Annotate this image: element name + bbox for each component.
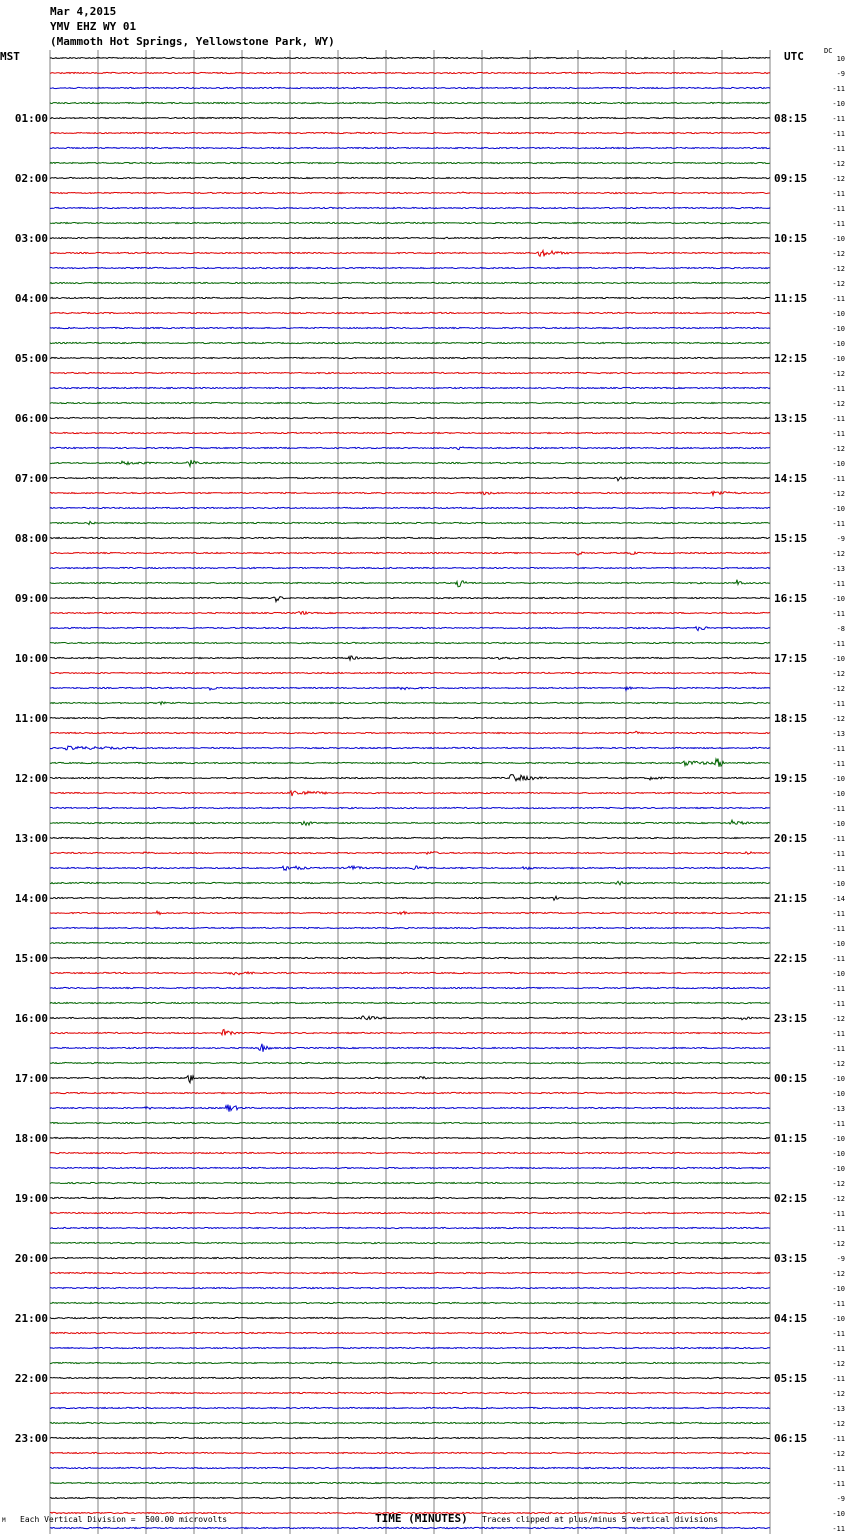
trace-row-98 xyxy=(50,1527,770,1528)
trace-row-74 xyxy=(50,1167,770,1168)
trace-row-79 xyxy=(50,1242,770,1243)
utc-hour-label: 10:15 xyxy=(774,232,808,245)
trace-row-32 xyxy=(50,537,770,538)
trace-row-65 xyxy=(50,1030,770,1036)
dc-offset-value: -10 xyxy=(832,595,845,603)
dc-offset-value: -11 xyxy=(832,130,845,138)
trace-row-50 xyxy=(50,807,770,808)
footer-mark: M xyxy=(2,1517,6,1524)
trace-row-16 xyxy=(50,297,770,298)
dc-offset-value: -10 xyxy=(832,1315,845,1323)
dc-offset-value: -10 xyxy=(832,1135,845,1143)
mst-hour-label: 22:00 xyxy=(14,1372,48,1385)
dc-offset-value: -10 xyxy=(832,235,845,243)
left-timezone-label: MST xyxy=(0,50,20,63)
trace-row-28 xyxy=(50,477,770,481)
dc-offset-value: -12 xyxy=(832,1180,845,1188)
dc-offset-value: -11 xyxy=(832,1120,845,1128)
trace-row-71 xyxy=(50,1122,770,1123)
dc-offset-value: -10 xyxy=(832,355,845,363)
trace-row-36 xyxy=(50,597,770,602)
dc-offset-value: -11 xyxy=(832,205,845,213)
utc-hour-label: 01:15 xyxy=(774,1132,808,1145)
trace-row-45 xyxy=(50,731,770,733)
dc-offset-value: -12 xyxy=(832,1195,845,1203)
utc-hour-label: 15:15 xyxy=(774,532,808,545)
utc-hour-label: 04:15 xyxy=(774,1312,808,1325)
trace-row-47 xyxy=(50,759,770,767)
trace-row-31 xyxy=(50,521,770,524)
mst-hour-label: 21:00 xyxy=(14,1312,48,1325)
trace-row-91 xyxy=(50,1422,770,1423)
dc-offset-value: -11 xyxy=(832,415,845,423)
trace-row-94 xyxy=(50,1467,770,1468)
trace-row-20 xyxy=(50,357,770,358)
dc-offset-value: -10 xyxy=(832,820,845,828)
dc-offset-value: -8 xyxy=(836,625,845,633)
dc-offset-value: -10 xyxy=(832,460,845,468)
trace-row-70 xyxy=(50,1105,770,1112)
dc-offset-value: -11 xyxy=(832,190,845,198)
utc-hour-label: 12:15 xyxy=(774,352,808,365)
trace-row-82 xyxy=(50,1287,770,1288)
utc-hour-label: 13:15 xyxy=(774,412,808,425)
dc-offset-value: -11 xyxy=(832,760,845,768)
dc-offset-value: -11 xyxy=(832,910,845,918)
trace-row-39 xyxy=(50,642,770,643)
dc-offset-value: -12 xyxy=(832,160,845,168)
station-code: YMV EHZ WY 01 xyxy=(50,20,137,33)
dc-offset-value: -10 xyxy=(832,340,845,348)
trace-row-59 xyxy=(50,942,770,943)
dc-offset-value: -12 xyxy=(832,1060,845,1068)
trace-row-89 xyxy=(50,1392,770,1393)
utc-hour-label: 05:15 xyxy=(774,1372,808,1385)
dc-offset-value: -11 xyxy=(832,805,845,813)
dc-offset-value: -12 xyxy=(832,1450,845,1458)
trace-row-30 xyxy=(50,507,770,508)
dc-offset-value: -10 xyxy=(832,1075,845,1083)
dc-offset-value: 10 xyxy=(836,55,845,63)
dc-offset-value: -11 xyxy=(832,925,845,933)
utc-hour-labels xyxy=(774,112,807,1445)
dc-offset-value: -11 xyxy=(832,1525,845,1533)
mst-hour-label: 14:00 xyxy=(14,892,48,905)
utc-hour-label: 16:15 xyxy=(774,592,808,605)
trace-row-23 xyxy=(50,402,770,403)
dc-offset-value: -13 xyxy=(832,1405,845,1413)
plot-date: Mar 4,2015 xyxy=(50,5,117,18)
trace-row-75 xyxy=(50,1182,770,1183)
utc-hour-label: 11:15 xyxy=(774,292,808,305)
dc-offset-value: -10 xyxy=(832,1285,845,1293)
dc-offset-value: -11 xyxy=(832,85,845,93)
mst-hour-label: 03:00 xyxy=(14,232,48,245)
dc-offset-value: -10 xyxy=(832,775,845,783)
dc-offset-value: -11 xyxy=(832,955,845,963)
utc-hour-label: 19:15 xyxy=(774,772,808,785)
dc-offset-value: -9 xyxy=(836,1495,845,1503)
dc-offset-value: -12 xyxy=(832,175,845,183)
dc-offset-value: -12 xyxy=(832,1240,845,1248)
dc-offset-value: -11 xyxy=(832,850,845,858)
mst-hour-label: 10:00 xyxy=(14,652,48,665)
trace-row-29 xyxy=(50,491,770,495)
utc-hour-label: 03:15 xyxy=(774,1252,808,1265)
right-timezone-label: UTC xyxy=(784,50,804,63)
dc-offset-value: -14 xyxy=(832,895,845,903)
dc-offset-value: -10 xyxy=(832,970,845,978)
trace-row-42 xyxy=(50,687,770,690)
trace-row-43 xyxy=(50,702,770,705)
dc-offset-value: -12 xyxy=(832,445,845,453)
trace-row-88 xyxy=(50,1377,770,1378)
mst-hour-label: 11:00 xyxy=(14,712,48,725)
dc-offset-value: -12 xyxy=(832,280,845,288)
mst-hour-label: 05:00 xyxy=(14,352,48,365)
trace-row-3 xyxy=(50,102,770,103)
trace-row-13 xyxy=(50,250,770,256)
trace-row-8 xyxy=(50,177,770,178)
dc-offset-value: -11 xyxy=(832,985,845,993)
station-location: (Mammoth Hot Springs, Yellowstone Park, WY) xyxy=(50,35,335,48)
trace-row-84 xyxy=(50,1317,770,1318)
mst-hour-label: 17:00 xyxy=(14,1072,48,1085)
trace-row-49 xyxy=(50,791,770,796)
utc-hour-label: 23:15 xyxy=(774,1012,808,1025)
trace-row-0 xyxy=(50,57,770,58)
trace-row-15 xyxy=(50,282,770,283)
trace-row-11 xyxy=(50,222,770,223)
trace-row-86 xyxy=(50,1347,770,1348)
minute-gridlines xyxy=(50,50,770,1534)
mst-hour-label: 15:00 xyxy=(14,952,48,965)
dc-offset-value: -10 xyxy=(832,1165,845,1173)
dc-offset-value: -11 xyxy=(832,1435,845,1443)
trace-row-34 xyxy=(50,567,770,568)
trace-row-78 xyxy=(50,1227,770,1228)
trace-row-41 xyxy=(50,672,770,673)
trace-row-96 xyxy=(50,1497,770,1498)
trace-row-21 xyxy=(50,372,770,373)
utc-hour-label: 14:15 xyxy=(774,472,808,485)
mst-hour-label: 12:00 xyxy=(14,772,48,785)
dc-offset-value: -13 xyxy=(832,730,845,738)
trace-row-14 xyxy=(50,267,770,268)
dc-offset-value: -10 xyxy=(832,880,845,888)
dc-offset-value: -11 xyxy=(832,700,845,708)
utc-hour-label: 06:15 xyxy=(774,1432,808,1445)
dc-offset-value: -12 xyxy=(832,670,845,678)
trace-row-63 xyxy=(50,1002,770,1003)
dc-offset-value: -11 xyxy=(832,1210,845,1218)
dc-offset-value: -11 xyxy=(832,385,845,393)
trace-row-18 xyxy=(50,327,770,328)
trace-row-80 xyxy=(50,1257,770,1258)
mst-hour-label: 08:00 xyxy=(14,532,48,545)
x-axis-title: TIME (MINUTES) xyxy=(375,1512,468,1525)
dc-offset-value: -12 xyxy=(832,1015,845,1023)
dc-offset-value: -11 xyxy=(832,640,845,648)
trace-row-52 xyxy=(50,837,770,838)
dc-offset-value: -10 xyxy=(832,1090,845,1098)
trace-row-73 xyxy=(50,1152,770,1153)
trace-row-93 xyxy=(50,1452,770,1453)
trace-row-33 xyxy=(50,552,770,555)
dc-offset-value: -10 xyxy=(832,505,845,513)
trace-row-87 xyxy=(50,1362,770,1363)
dc-offset-value: -12 xyxy=(832,400,845,408)
trace-row-61 xyxy=(50,972,770,975)
mst-hour-label: 07:00 xyxy=(14,472,48,485)
trace-row-19 xyxy=(50,342,770,343)
dc-header-label: DC xyxy=(824,47,833,55)
mst-hour-label: 06:00 xyxy=(14,412,48,425)
dc-offset-value: -9 xyxy=(836,535,845,543)
trace-row-90 xyxy=(50,1407,770,1408)
trace-row-7 xyxy=(50,162,770,163)
trace-row-72 xyxy=(50,1137,770,1138)
dc-offset-value: -11 xyxy=(832,1000,845,1008)
dc-offset-value: -10 xyxy=(832,1510,845,1518)
mst-hour-label: 19:00 xyxy=(14,1192,48,1205)
dc-offset-value: -11 xyxy=(832,1225,845,1233)
dc-offset-value: -12 xyxy=(832,1390,845,1398)
mst-hour-label: 02:00 xyxy=(14,172,48,185)
dc-offset-value: -12 xyxy=(832,250,845,258)
trace-row-58 xyxy=(50,927,770,928)
trace-row-51 xyxy=(50,820,770,825)
dc-offset-value: -11 xyxy=(832,1345,845,1353)
trace-row-62 xyxy=(50,987,770,988)
dc-offset-value: -11 xyxy=(832,1330,845,1338)
mst-hour-labels xyxy=(15,112,48,1445)
trace-row-64 xyxy=(50,1016,770,1020)
trace-row-46 xyxy=(50,746,770,750)
trace-row-76 xyxy=(50,1197,770,1198)
mst-hour-label: 20:00 xyxy=(14,1252,48,1265)
dc-offset-value: -12 xyxy=(832,370,845,378)
trace-row-60 xyxy=(50,957,770,958)
dc-offset-value: -11 xyxy=(832,865,845,873)
dc-offset-labels xyxy=(832,55,845,1534)
trace-row-38 xyxy=(50,627,770,631)
dc-offset-value: -11 xyxy=(832,520,845,528)
trace-row-56 xyxy=(50,896,770,900)
trace-row-17 xyxy=(50,312,770,313)
dc-offset-value: -11 xyxy=(832,1300,845,1308)
mst-hour-label: 01:00 xyxy=(14,112,48,125)
trace-row-85 xyxy=(50,1332,770,1333)
utc-hour-label: 00:15 xyxy=(774,1072,808,1085)
utc-hour-label: 21:15 xyxy=(774,892,808,905)
utc-hour-label: 17:15 xyxy=(774,652,808,665)
trace-row-25 xyxy=(50,432,770,433)
dc-offset-value: -11 xyxy=(832,1480,845,1488)
trace-row-83 xyxy=(50,1302,770,1303)
dc-offset-value: -11 xyxy=(832,115,845,123)
dc-offset-value: -12 xyxy=(832,1360,845,1368)
dc-offset-value: -11 xyxy=(832,475,845,483)
clip-note: Traces clipped at plus/minus 5 vertical divisions xyxy=(482,1515,719,1524)
trace-row-6 xyxy=(50,147,770,148)
mst-hour-label: 23:00 xyxy=(14,1432,48,1445)
dc-offset-value: -12 xyxy=(832,1270,845,1278)
dc-offset-value: -10 xyxy=(832,1150,845,1158)
mst-hour-label: 04:00 xyxy=(14,292,48,305)
trace-row-77 xyxy=(50,1212,770,1213)
utc-hour-label: 20:15 xyxy=(774,832,808,845)
dc-offset-value: -9 xyxy=(836,1255,845,1263)
trace-row-35 xyxy=(50,580,770,587)
trace-row-81 xyxy=(50,1272,770,1273)
trace-row-4 xyxy=(50,117,770,118)
trace-row-10 xyxy=(50,207,770,208)
dc-offset-value: -11 xyxy=(832,1030,845,1038)
dc-offset-value: -12 xyxy=(832,490,845,498)
dc-offset-value: -12 xyxy=(832,1420,845,1428)
dc-offset-value: -10 xyxy=(832,325,845,333)
dc-offset-value: -10 xyxy=(832,940,845,948)
dc-offset-value: -13 xyxy=(832,1105,845,1113)
trace-row-37 xyxy=(50,611,770,614)
trace-row-69 xyxy=(50,1092,770,1093)
trace-row-95 xyxy=(50,1482,770,1483)
dc-offset-value: -13 xyxy=(832,565,845,573)
trace-row-54 xyxy=(50,866,770,870)
mst-hour-label: 16:00 xyxy=(14,1012,48,1025)
dc-offset-value: -11 xyxy=(832,1045,845,1053)
dc-offset-value: -11 xyxy=(832,145,845,153)
trace-row-92 xyxy=(50,1437,770,1438)
utc-hour-label: 22:15 xyxy=(774,952,808,965)
dc-offset-value: -11 xyxy=(832,1465,845,1473)
trace-row-66 xyxy=(50,1044,770,1052)
utc-hour-label: 08:15 xyxy=(774,112,808,125)
mst-hour-label: 18:00 xyxy=(14,1132,48,1145)
seismic-traces xyxy=(50,57,770,1534)
trace-row-26 xyxy=(50,447,770,450)
trace-row-48 xyxy=(50,775,770,781)
trace-row-1 xyxy=(50,72,770,73)
dc-offset-value: -11 xyxy=(832,430,845,438)
trace-row-40 xyxy=(50,656,770,660)
mst-hour-label: 09:00 xyxy=(14,592,48,605)
dc-offset-value: -12 xyxy=(832,265,845,273)
trace-row-22 xyxy=(50,387,770,388)
trace-row-67 xyxy=(50,1062,770,1063)
trace-row-12 xyxy=(50,237,770,239)
dc-offset-value: -10 xyxy=(832,655,845,663)
dc-offset-value: -11 xyxy=(832,220,845,228)
trace-row-5 xyxy=(50,132,770,133)
mst-hour-label: 13:00 xyxy=(14,832,48,845)
utc-hour-label: 18:15 xyxy=(774,712,808,725)
dc-offset-value: -11 xyxy=(832,1375,845,1383)
dc-offset-value: -9 xyxy=(836,70,845,78)
dc-offset-value: -12 xyxy=(832,550,845,558)
trace-row-9 xyxy=(50,192,770,194)
trace-row-24 xyxy=(50,417,770,418)
dc-offset-value: -10 xyxy=(832,790,845,798)
dc-offset-value: -11 xyxy=(832,745,845,753)
trace-row-53 xyxy=(50,852,770,855)
dc-offset-value: -11 xyxy=(832,295,845,303)
dc-offset-value: -12 xyxy=(832,685,845,693)
utc-hour-label: 02:15 xyxy=(774,1192,808,1205)
dc-offset-value: -11 xyxy=(832,580,845,588)
dc-offset-value: -12 xyxy=(832,715,845,723)
dc-offset-value: -10 xyxy=(832,100,845,108)
scale-note: Each Vertical Division = 500.00 microvolts xyxy=(20,1515,228,1524)
trace-row-55 xyxy=(50,881,770,885)
utc-hour-label: 09:15 xyxy=(774,172,808,185)
dc-offset-value: -11 xyxy=(832,610,845,618)
trace-row-68 xyxy=(50,1075,770,1082)
trace-row-27 xyxy=(50,460,770,466)
trace-row-44 xyxy=(50,717,770,718)
dc-offset-value: -11 xyxy=(832,835,845,843)
dc-offset-value: -10 xyxy=(832,310,845,318)
trace-row-2 xyxy=(50,87,770,88)
trace-row-57 xyxy=(50,911,770,914)
